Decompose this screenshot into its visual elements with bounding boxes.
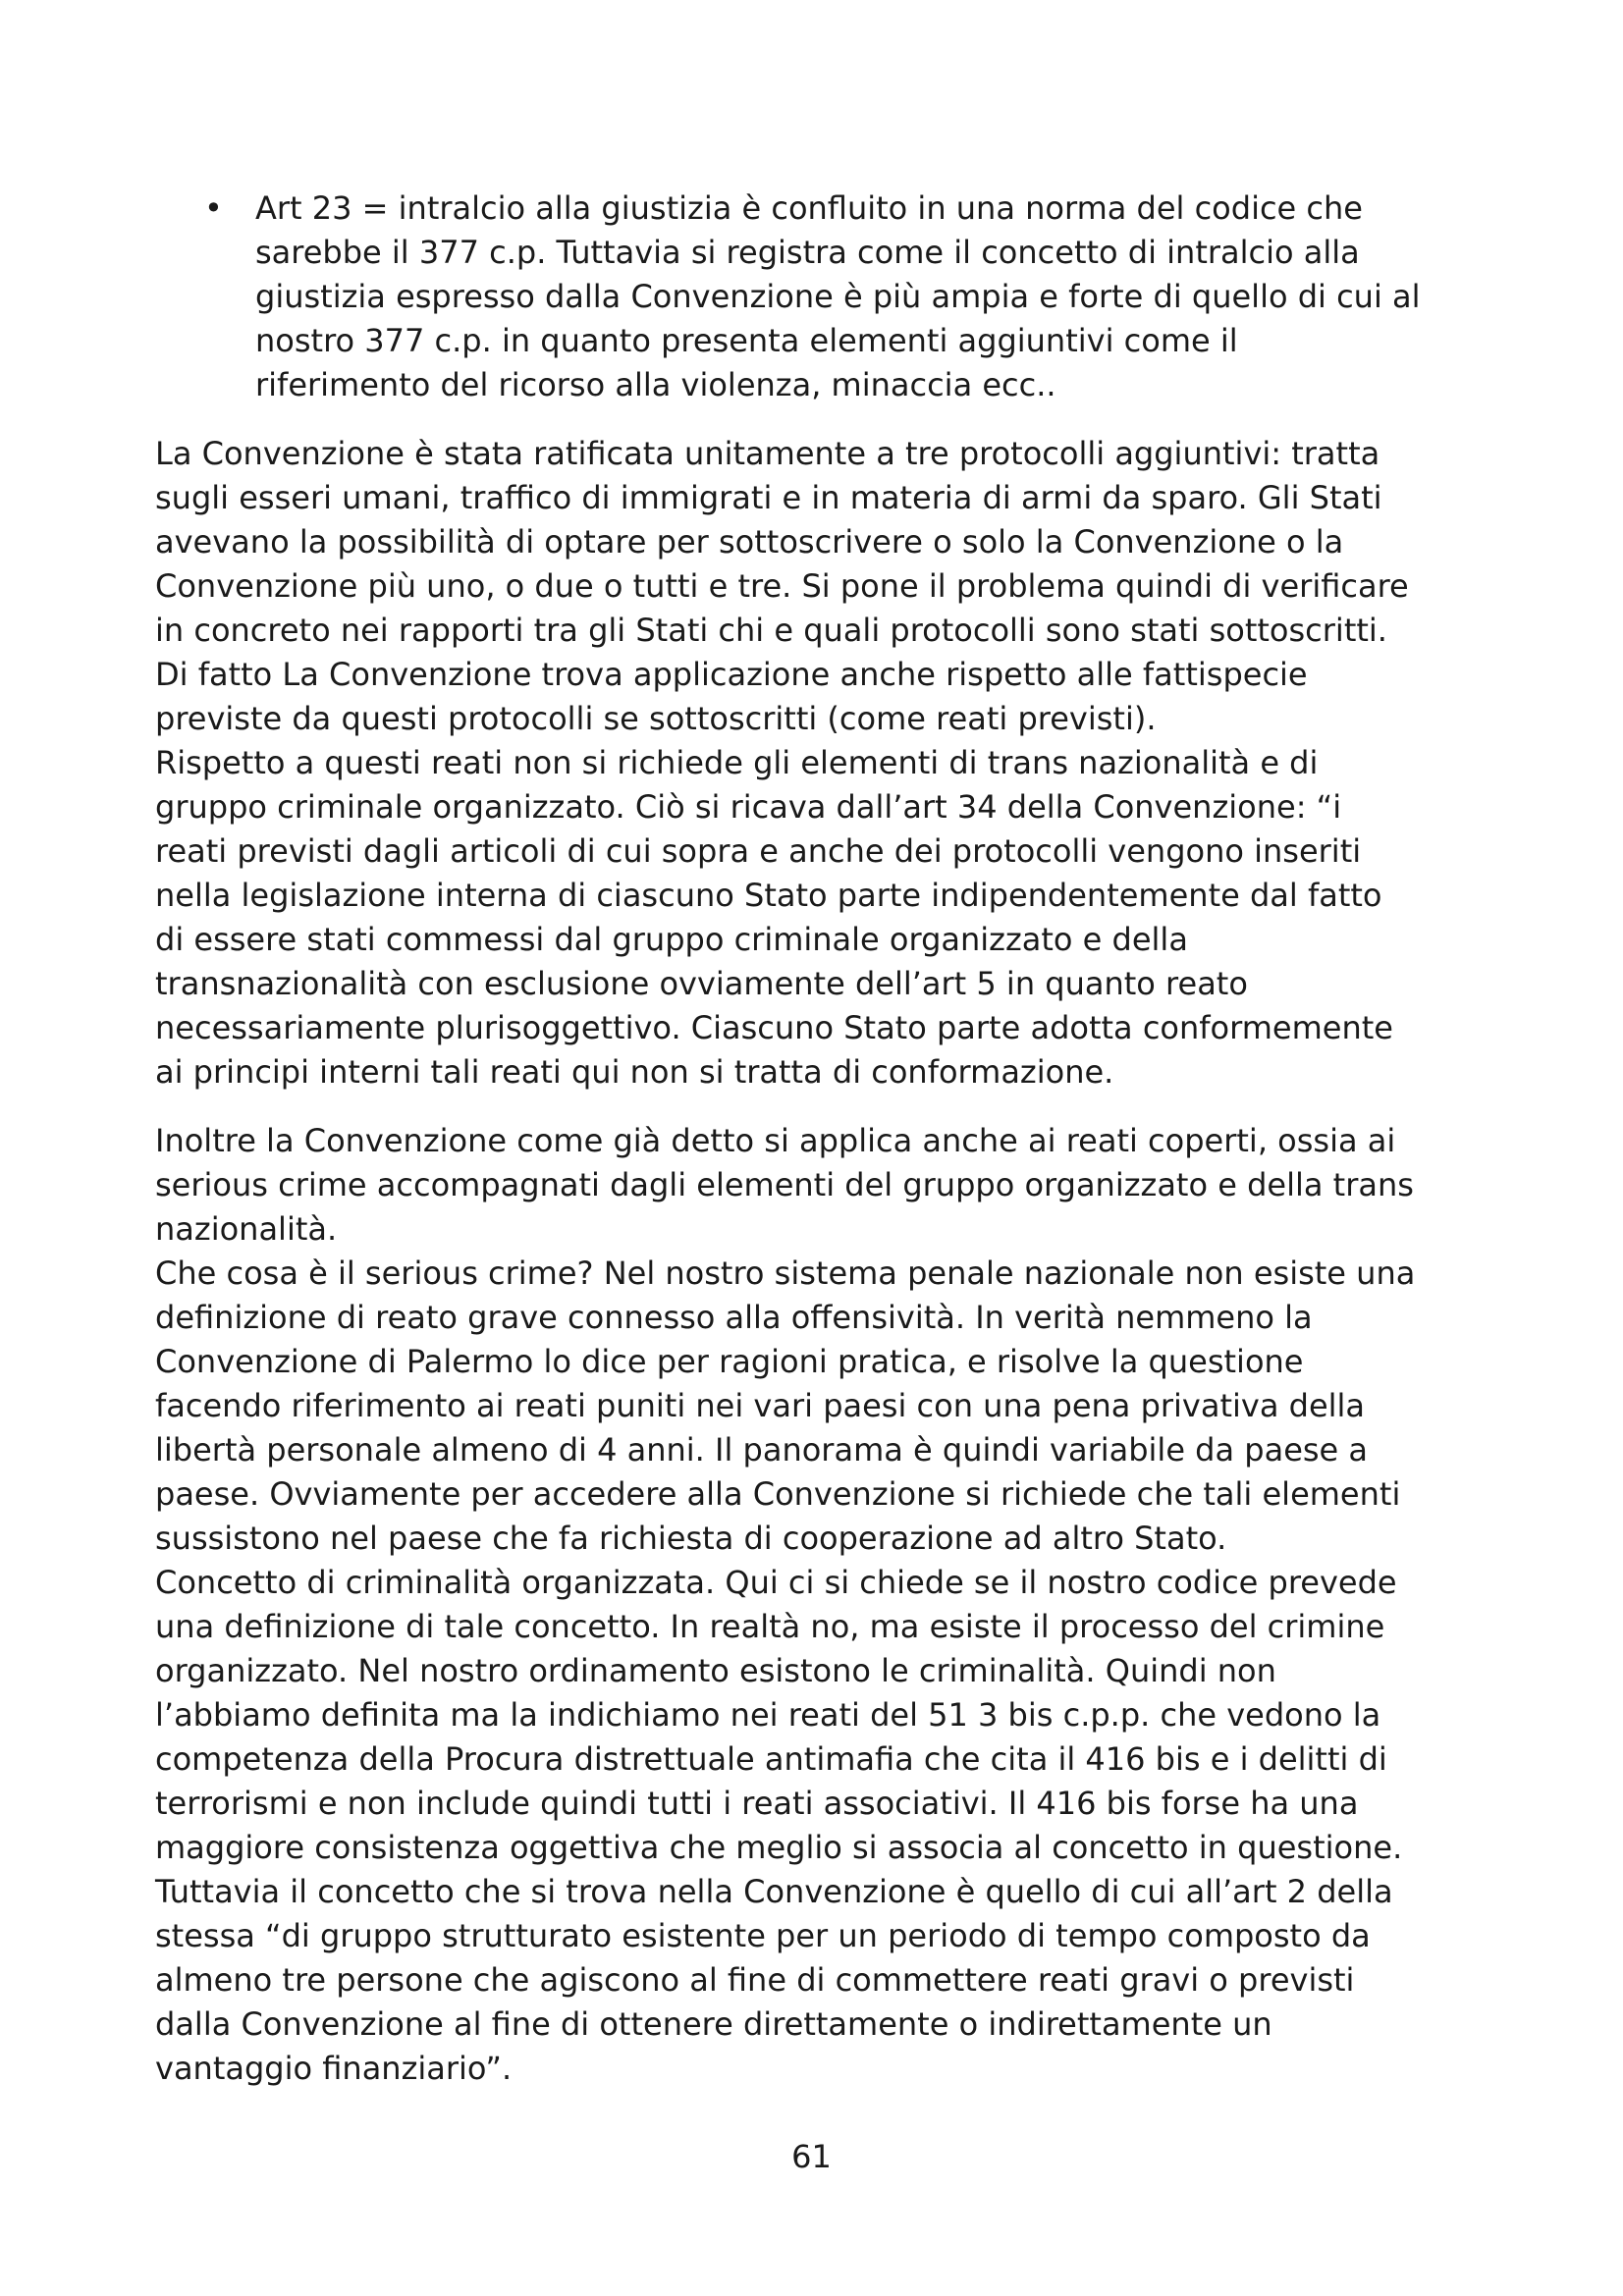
text-line: giustizia espresso dalla Convenzione è più ampia e forte di quello di cui al (255, 278, 1421, 315)
document-page (155, 187, 1490, 2091)
paragraph-serious-crime (155, 1119, 1490, 2091)
bullet-item-art-23 (155, 187, 1490, 407)
text-line: organizzato. Nel nostro ordinamento esistono le criminalità. Quindi non (155, 1652, 1276, 1689)
bullet-marker: • (204, 189, 223, 227)
text-line: Convenzione più uno, o due o tutti e tre. Si pone il problema quindi di verificare (155, 567, 1409, 605)
text-line: in concreto nei rapporti tra gli Stati chi e quali protocolli sono stati sottoscritti. (155, 612, 1387, 649)
text-line: maggiore consistenza oggettiva che meglio si associa al concetto in questione. (155, 1829, 1403, 1866)
text-line: nella legislazione interna di ciascuno Stato parte indipendentemente dal fatto (155, 877, 1382, 914)
text-line: competenza della Procura distrettuale antimafia che cita il 416 bis e i delitti di (155, 1740, 1387, 1778)
text-line: di essere stati commessi dal gruppo criminale organizzato e della (155, 921, 1188, 958)
text-line: riferimento del ricorso alla violenza, minaccia ecc.. (255, 366, 1056, 403)
text-line: serious crime accompagnati dagli elementi del gruppo organizzato e della trans (155, 1166, 1414, 1203)
text-line: Inoltre la Convenzione come già detto si applica anche ai reati coperti, ossia ai (155, 1122, 1396, 1159)
text-line: una definizione di tale concetto. In realtà no, ma esiste il processo del crimine (155, 1608, 1385, 1645)
text-line: sarebbe il 377 c.p. Tuttavia si registra come il concetto di intralcio alla (255, 234, 1360, 271)
text-line: nazionalità. (155, 1210, 338, 1248)
text-line: transnazionalità con esclusione ovviamente dell’art 5 in quanto reato (155, 965, 1248, 1002)
text-line: paese. Ovviamente per accedere alla Convenzione si richiede che tali elementi (155, 1475, 1401, 1513)
text-line: almeno tre persone che agiscono al fine di commettere reati gravi o previsti (155, 1961, 1355, 1999)
text-line: sussistono nel paese che fa richiesta di cooperazione ad altro Stato. (155, 1520, 1227, 1557)
text-line: vantaggio finanziario”. (155, 2050, 513, 2087)
text-line: facendo riferimento ai reati puniti nei vari paesi con una pena privativa della (155, 1387, 1366, 1424)
text-line: La Convenzione è stata ratificata unitamente a tre protocolli aggiuntivi: tratta (155, 435, 1380, 472)
text-line: Concetto di criminalità organizzata. Qui ci si chiede se il nostro codice prevede (155, 1564, 1397, 1601)
text-line: avevano la possibilità di optare per sottoscrivere o solo la Convenzione o la (155, 523, 1344, 561)
text-line: Rispetto a questi reati non si richiede gli elementi di trans nazionalità e di (155, 744, 1319, 781)
paragraph-convenzione-protocolli (155, 432, 1490, 1095)
text-line: sugli esseri umani, traffico di immigrati e in materia di armi da sparo. Gli Stati (155, 479, 1382, 516)
text-line: Tuttavia il concetto che si trova nella Convenzione è quello di cui all’art 2 della (155, 1873, 1393, 1910)
text-line: necessariamente plurisoggettivo. Ciascuno Stato parte adotta conformemente (155, 1009, 1393, 1046)
text-line: Che cosa è il serious crime? Nel nostro sistema penale nazionale non esiste una (155, 1255, 1416, 1292)
text-line: terrorismi e non include quindi tutti i reati associativi. Il 416 bis forse ha una (155, 1785, 1359, 1822)
text-line: previste da questi protocolli se sottoscritti (come reati previsti). (155, 700, 1157, 737)
page-number: 61 (791, 2138, 832, 2175)
text-line: Di fatto La Convenzione trova applicazione anche rispetto alle fattispecie (155, 656, 1308, 693)
text-line: stessa “di gruppo strutturato esistente per un periodo di tempo composto da (155, 1917, 1371, 1954)
text-line: Art 23 = intralcio alla giustizia è confluito in una norma del codice che (255, 189, 1363, 227)
text-line: libertà personale almeno di 4 anni. Il panorama è quindi variabile da paese a (155, 1431, 1369, 1468)
text-line: l’abbiamo definita ma la indichiamo nei reati del 51 3 bis c.p.p. che vedono la (155, 1696, 1381, 1734)
text-line: dalla Convenzione al fine di ottenere direttamente o indirettamente un (155, 2005, 1272, 2043)
text-line: nostro 377 c.p. in quanto presenta elementi aggiuntivi come il (255, 322, 1238, 359)
text-line: gruppo criminale organizzato. Ciò si ricava dall’art 34 della Convenzione: “i (155, 788, 1342, 826)
text-line: reati previsti dagli articoli di cui sopra e anche dei protocolli vengono inseriti (155, 832, 1362, 870)
text-line: Convenzione di Palermo lo dice per ragioni pratica, e risolve la questione (155, 1343, 1304, 1380)
text-line: ai principi interni tali reati qui non si tratta di conformazione. (155, 1053, 1114, 1091)
text-line: definizione di reato grave connesso alla offensività. In verità nemmeno la (155, 1299, 1313, 1336)
